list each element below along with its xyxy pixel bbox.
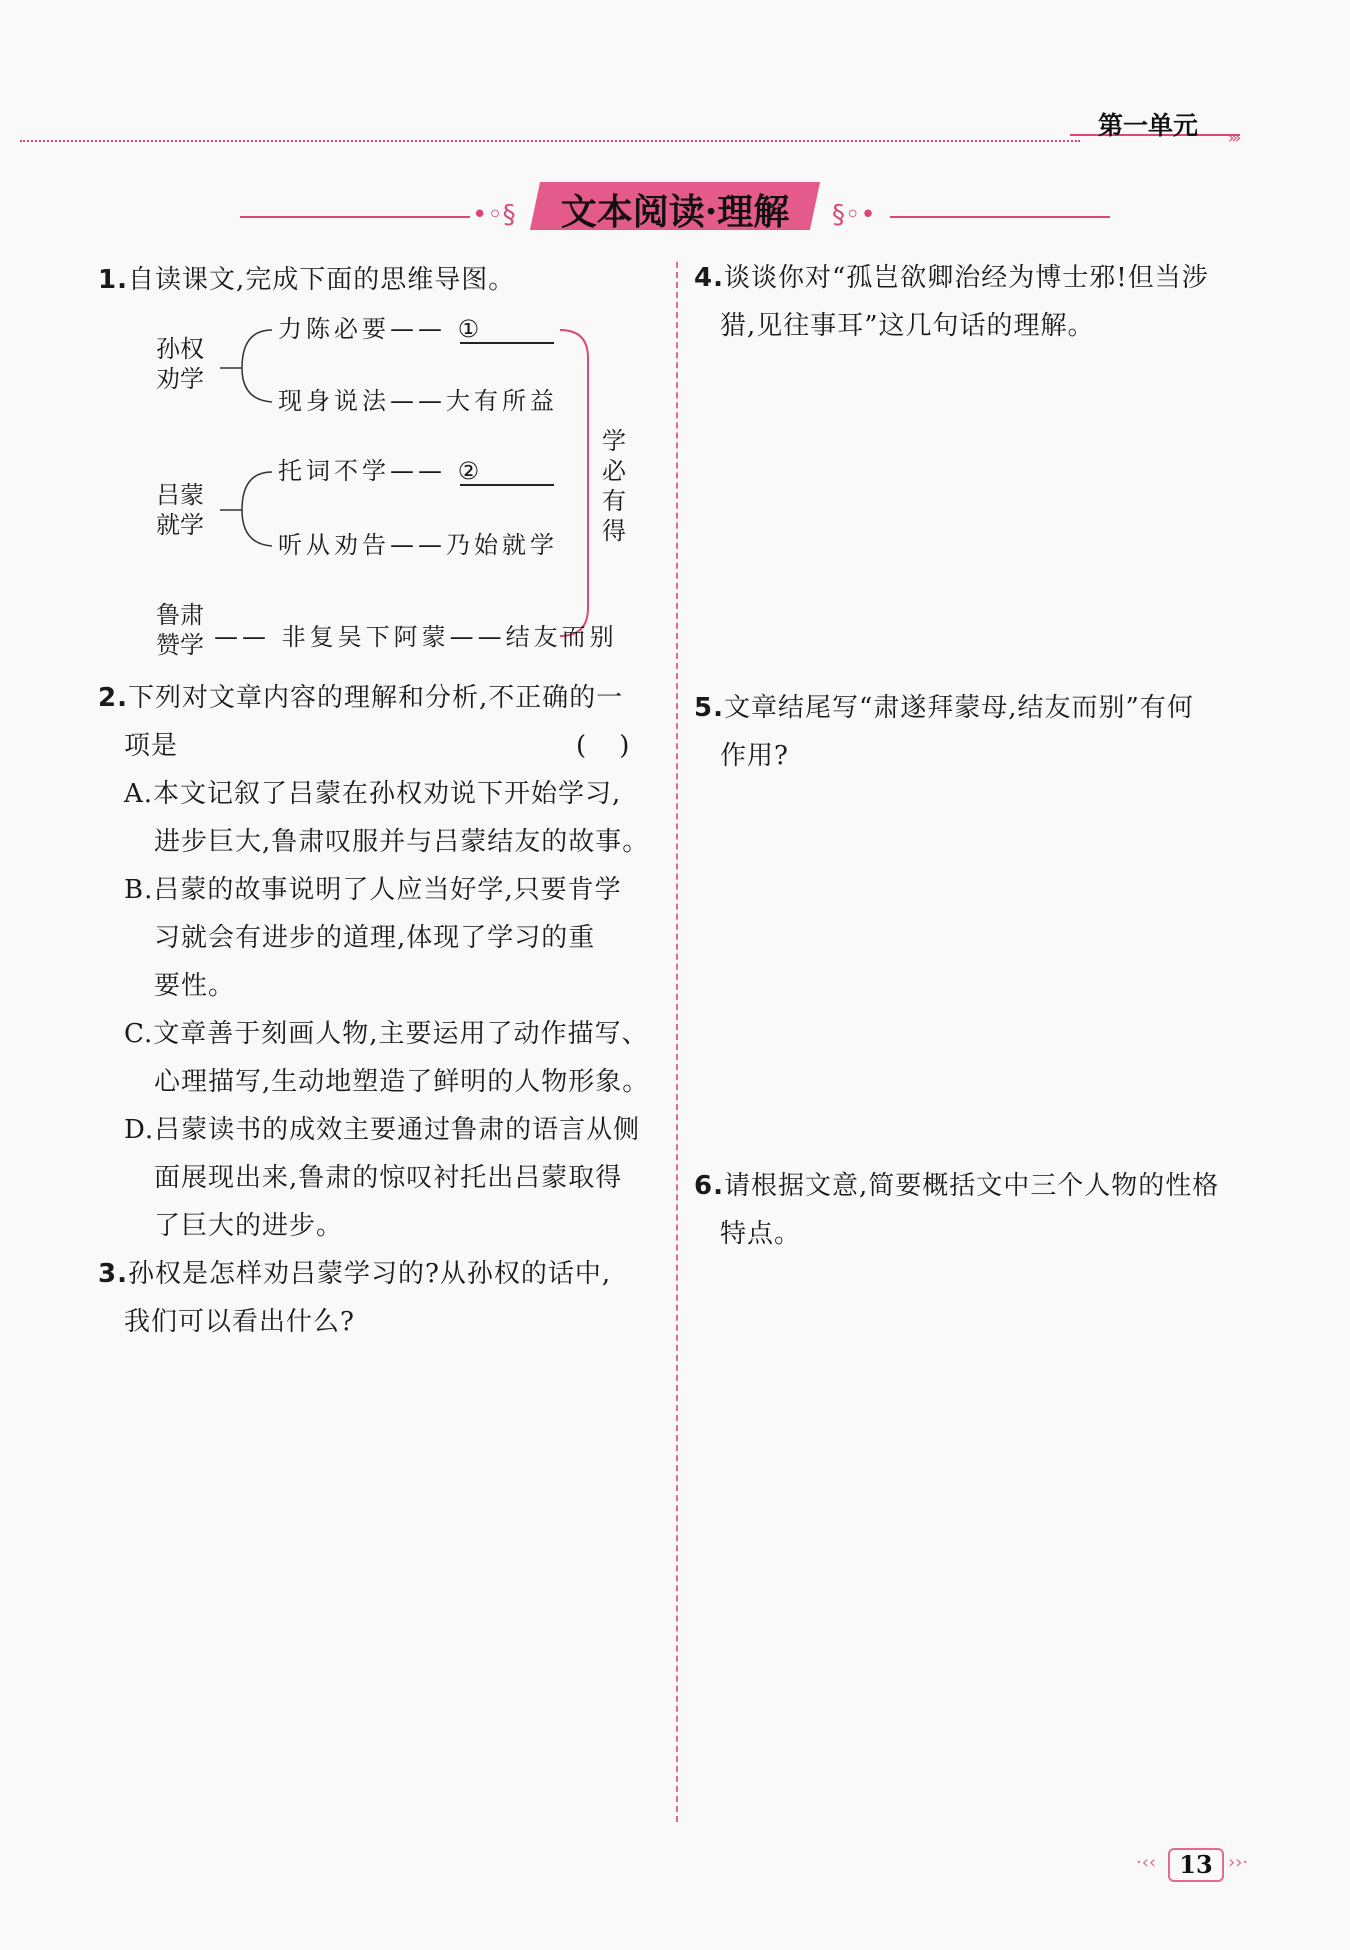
section-title: 文本阅读·理解: [560, 191, 790, 233]
question-4-text: 谈谈你对“孤岂欲卿治经为博士邪!但当涉: [723, 263, 1209, 293]
page-number: 13: [1168, 1848, 1224, 1882]
question-2-number: 2.: [98, 683, 128, 713]
option-c-line1: C.文章善于刻画人物,主要运用了动作描写、: [124, 1019, 649, 1049]
title-rule-left: [240, 216, 470, 218]
page-number-deco-right-icon: ››·: [1228, 1852, 1249, 1873]
question-1: [98, 256, 515, 304]
option-d-line1: D.吕蒙读书的成效主要通过鲁肃的语言从侧: [124, 1115, 641, 1145]
mindmap-group3-label: 鲁肃赞学: [156, 601, 204, 659]
header-arrows-icon: ›››: [1228, 128, 1239, 147]
question-4-line2: 猎,见往事耳”这几句话的理解。: [720, 311, 1095, 341]
question-5-line2: 作用?: [720, 741, 789, 771]
mindmap-g2-branch1: 托词不学—— ②: [278, 457, 484, 485]
question-3-number: 3.: [98, 1259, 128, 1289]
question-3-text: 孙权是怎样劝吕蒙学习的?从孙权的话中,: [127, 1259, 612, 1289]
question-6-line1: [694, 1162, 1219, 1210]
option-b-line1: B.吕蒙的故事说明了人应当好学,只要肯学: [124, 875, 622, 905]
question-6-line2: 特点。: [720, 1219, 802, 1249]
option-a-line1: A.本文记叙了吕蒙在孙权劝说下开始学习,: [124, 779, 622, 809]
mindmap-conclusion: 学必有得: [602, 427, 626, 545]
question-5-text: 文章结尾写“肃遂拜蒙母,结友而别”有何: [723, 693, 1194, 723]
swirl-left-icon: •◦§: [472, 200, 516, 230]
header-dotted-rule: [20, 140, 1080, 142]
option-d-line2: 面展现出来,鲁肃的惊叹衬托出吕蒙取得: [154, 1163, 623, 1193]
section-title-banner: [240, 182, 1110, 242]
question-2-line1: [98, 674, 623, 722]
swirl-right-icon: §◦•: [832, 200, 876, 230]
option-d-line3: 了巨大的进步。: [154, 1211, 344, 1241]
unit-label: 第一单元: [1098, 111, 1199, 140]
mindmap-g1-branch2: 现身说法——大有所益: [278, 387, 558, 415]
mindmap-g2-branch2: 听从劝告——乃始就学: [278, 531, 558, 559]
question-4-line1: [694, 254, 1209, 302]
mindmap-blank-2[interactable]: [460, 484, 554, 486]
question-5-line1: [694, 684, 1194, 732]
mindmap-g3-branch: —— 非复吴下阿蒙——结友而别: [214, 623, 618, 651]
mindmap-group1-label: 孙权劝学: [156, 335, 204, 393]
mindmap-g1-branch1: 力陈必要—— ①: [278, 315, 484, 343]
page-number-deco-left-icon: ·‹‹: [1136, 1852, 1157, 1873]
option-b-line2: 习就会有进步的道理,体现了学习的重: [154, 923, 596, 953]
question-3-line2: 我们可以看出什么?: [124, 1307, 355, 1337]
title-rule-right: [890, 216, 1110, 218]
column-divider: [676, 262, 678, 1822]
question-3-line1: [98, 1250, 611, 1298]
question-6-text: 请根据文意,简要概括文中三个人物的性格: [723, 1171, 1220, 1201]
question-5-number: 5.: [694, 693, 724, 723]
question-1-text: 自读课文,完成下面的思维导图。: [127, 265, 516, 295]
answer-paren[interactable]: ( ): [576, 731, 630, 761]
option-c-line2: 心理描写,生动地塑造了鲜明的人物形象。: [154, 1067, 650, 1097]
option-a-line2: 进步巨大,鲁肃叹服并与吕蒙结友的故事。: [154, 827, 650, 857]
mindmap-blank-1[interactable]: [460, 342, 554, 344]
question-2-text: 下列对文章内容的理解和分析,不正确的一: [127, 683, 624, 713]
mindmap-group2-label: 吕蒙就学: [156, 481, 204, 539]
question-6-number: 6.: [694, 1171, 724, 1201]
question-2-line2: 项是: [124, 731, 179, 761]
option-b-line3: 要性。: [154, 971, 236, 1001]
question-4-number: 4.: [694, 263, 724, 293]
question-1-number: 1.: [98, 265, 128, 295]
